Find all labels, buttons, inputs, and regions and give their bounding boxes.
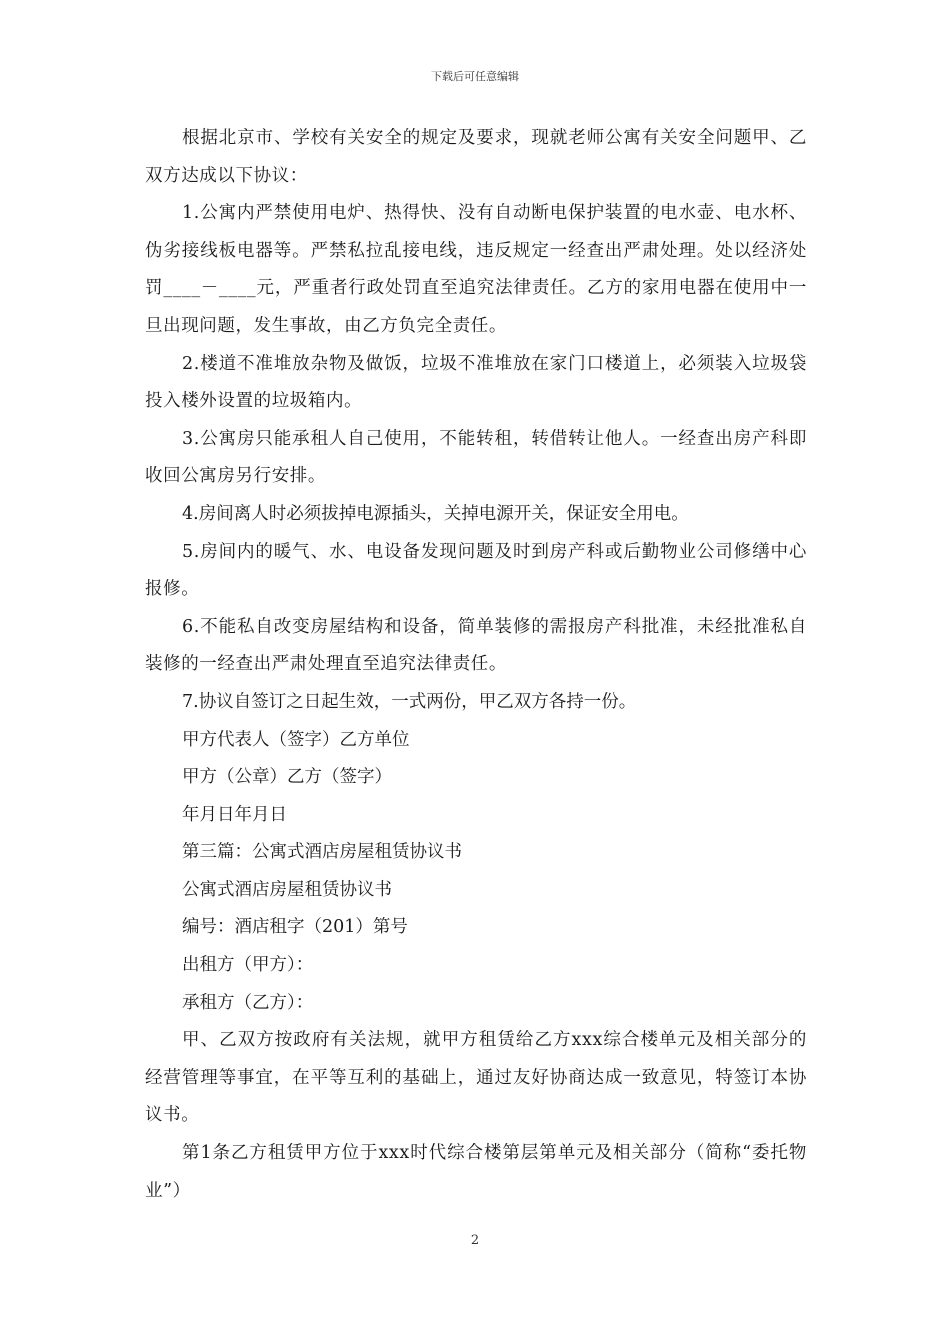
document-body	[145, 120, 807, 1210]
page-header: 下载后可任意编辑	[431, 70, 519, 83]
paragraph-preamble: 甲、乙双方按政府有关法规，就甲方租赁给乙方xxx综合楼单元及相关部分的经营管理等事宜，在平等互利的基础上，通过友好协商达成一致意见，特签订本协议书。	[145, 1030, 807, 1126]
section-heading: 第三篇：公寓式酒店房屋租赁协议书	[182, 842, 462, 863]
paragraph-clause-1: 1.公寓内严禁使用电炉、热得快、没有自动断电保护装置的电水壶、电水杯、伪劣接线板电器等。严禁私拉乱接电线，违反规定一经查出严肃处理。处以经济处罚____－____元，严重者行政处罚直至追究法律责任。乙方的家用电器在使用中一旦出现问题，发生事故，由乙方负完全责任。	[145, 203, 807, 336]
paragraph-clause-6: 6.不能私自改变房屋结构和设备，简单装修的需报房产科批准，未经批准私自装修的一经查出严肃处理直至追究法律责任。	[145, 616, 807, 675]
paragraph-clause-5: 5.房间内的暖气、水、电设备发现问题及时到房产科或后勤物业公司修缮中心报修。	[145, 541, 807, 600]
page-number: 2	[470, 1233, 480, 1248]
paragraph-clause-4: 4.房间离人时必须拔掉电源插头，关掉电源开关，保证安全用电。	[182, 503, 689, 524]
paragraph-clause-7: 7.协议自签订之日起生效，一式两份，甲乙双方各持一份。	[182, 691, 637, 712]
signature-line-seal: 甲方（公章）乙方（签字）	[182, 767, 392, 788]
paragraph-clause-3: 3.公寓房只能承租人自己使用，不能转租，转借转让他人。一经查出房产科即收回公寓房另行安排。	[145, 428, 807, 487]
paragraph-article-1: 第1条乙方租赁甲方位于xxx时代综合楼第层第单元及相关部分（简称“委托物业”）	[145, 1143, 807, 1201]
signature-line-date: 年月日年月日	[182, 804, 287, 825]
signature-line-representative: 甲方代表人（签字）乙方单位	[182, 729, 410, 750]
lessee-line: 承租方（乙方）：	[182, 992, 314, 1013]
document-number: 编号：酒店租字（201）第号	[182, 917, 408, 938]
paragraph-clause-2: 2.楼道不准堆放杂物及做饭，垃圾不准堆放在家门口楼道上，必须装入垃圾袋投入楼外设置的垃圾箱内。	[145, 353, 807, 412]
lessor-line: 出租方（甲方）：	[182, 955, 314, 976]
paragraph-intro: 根据北京市、学校有关安全的规定及要求，现就老师公寓有关安全问题甲、乙双方达成以下协议：	[145, 128, 807, 186]
document-title: 公寓式酒店房屋租赁协议书	[182, 879, 392, 900]
